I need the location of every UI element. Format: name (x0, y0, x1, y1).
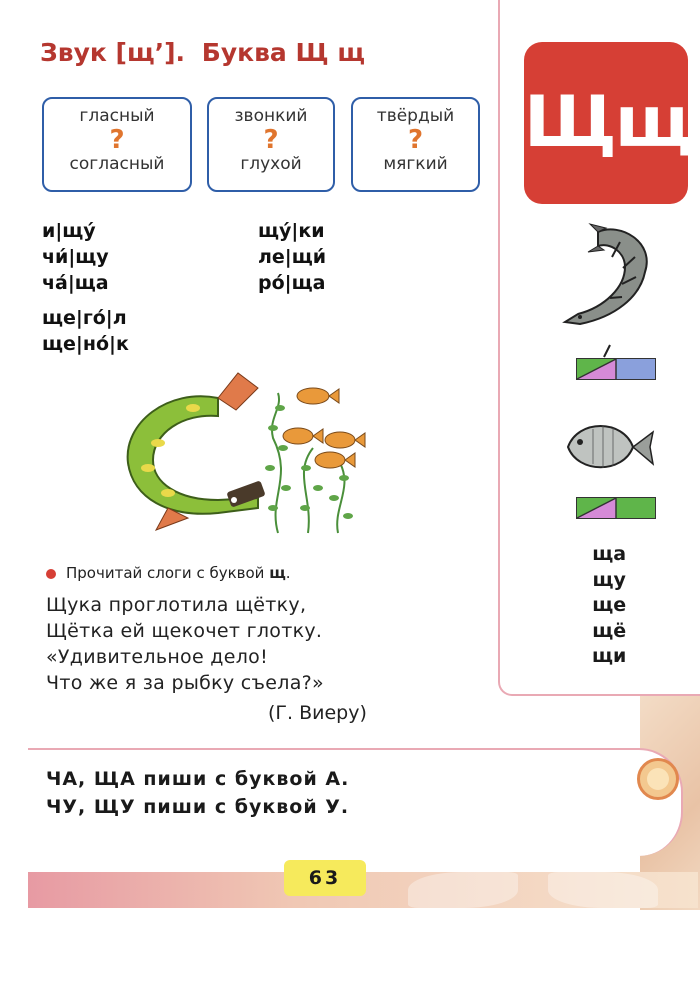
task-letter: щ (269, 564, 286, 582)
pike-with-brush-illustration (108, 368, 388, 538)
feature-bottom: мягкий (383, 154, 448, 174)
pike-illustration (560, 222, 670, 334)
feature-top: твёрдый (376, 106, 455, 126)
rule-line: ЧА, ЩА пиши с буквой А. (46, 768, 350, 790)
letter-card: Щщ (524, 42, 688, 204)
question-mark: ? (407, 125, 424, 155)
voiced-voiceless-box (207, 97, 335, 192)
word: и|щý (42, 220, 96, 242)
word: чá|ща (42, 272, 109, 294)
syllable: ще (592, 594, 627, 616)
word: ще|нó|к (42, 333, 129, 355)
feature-top: гласный (79, 106, 155, 126)
page-title (40, 38, 373, 67)
word: ще|гó|л (42, 307, 127, 329)
poem-line: Щука проглотила щётку, (46, 594, 307, 616)
syllable-list (592, 542, 626, 670)
word-list-left (42, 218, 129, 357)
task-instruction (46, 564, 291, 582)
rule-line: ЧУ, ЩУ пиши с буквой У. (46, 796, 350, 818)
syllable: щи (592, 645, 627, 667)
poem-line: Что же я за рыбку съела?» (46, 672, 324, 694)
title-letter: Буква Щ щ (201, 38, 365, 67)
question-mark: ? (109, 125, 125, 155)
word: чи́|щу (42, 246, 109, 268)
syllable: ща (592, 543, 627, 565)
word: ле|щи́ (258, 246, 327, 268)
poem-author: (Г. Виеру) (268, 702, 367, 724)
poem-line: «Удивительное дело! (46, 646, 269, 668)
question-mark: ? (263, 125, 279, 155)
title-sound: Звук [щ’]. (40, 38, 186, 67)
task-text: Прочитай слоги с буквой (66, 564, 265, 582)
vowel-consonant-box (42, 97, 192, 192)
task-end: . (285, 564, 291, 582)
feature-top: звонкий (234, 106, 308, 126)
syllable: щу (592, 568, 626, 591)
stress-mark-icon (600, 344, 614, 358)
owl-medal-icon (637, 758, 679, 800)
poem-line: Щётка ей щекочет глотку. (46, 620, 323, 642)
feature-bottom: глухой (240, 154, 302, 174)
bream-fish-illustration (558, 414, 656, 480)
syllable: щё (592, 619, 627, 642)
sound-scheme-1 (576, 358, 656, 380)
hard-soft-box (351, 97, 480, 192)
poem (46, 592, 324, 696)
word-list-right (258, 218, 326, 296)
sound-scheme-2 (576, 497, 656, 519)
page-number: 63 (284, 860, 366, 896)
bullet-icon (46, 569, 56, 579)
word: рó|ща (258, 272, 326, 294)
word: щý|ки (258, 220, 325, 242)
feature-bottom: согласный (69, 154, 165, 174)
